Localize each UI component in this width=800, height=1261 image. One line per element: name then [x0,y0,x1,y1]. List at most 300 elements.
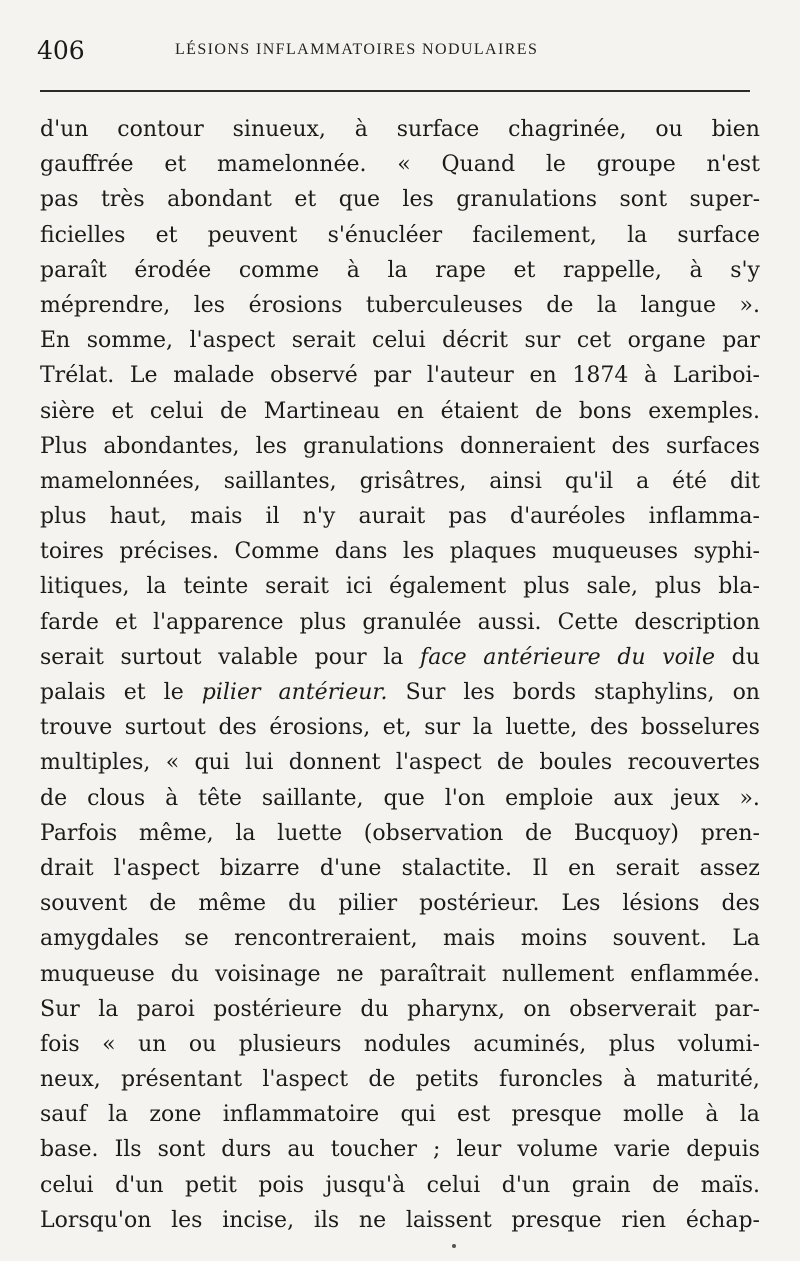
word: jusqu'à [325,1172,406,1198]
word: staphylins, [594,680,715,705]
word: muqueuse [40,961,155,987]
word: syphi- [693,539,760,565]
word: du [731,644,760,670]
word: luette, [505,715,578,741]
word: neux, [40,1067,101,1093]
word: se [184,926,209,952]
word: drait [40,855,94,881]
word: et [111,398,134,424]
word: de [368,1067,396,1093]
word: mamelonnée. [216,152,367,178]
word: des [589,715,629,741]
text-line [40,675,760,710]
word: plusieurs [238,1031,342,1057]
word: méprendre, [40,292,171,318]
text-line [40,147,760,182]
word: ou [188,1031,217,1057]
word: en [568,855,596,881]
word: plus [40,504,87,530]
word: enflammée. [630,961,760,987]
word: recouvertes [627,750,760,776]
word: rappelle, [563,257,662,283]
word: super- [689,187,760,213]
word: échap- [685,1207,760,1233]
word: teinte [183,574,249,600]
word: postérieure [213,996,342,1022]
word: la [146,574,167,600]
word: dans [334,539,388,565]
word: petit [185,1172,237,1198]
word: pren- [700,820,760,846]
word: érosions [248,292,343,318]
word: Lorsqu'on [40,1207,152,1233]
word: leur [456,1137,502,1163]
word: aurait [358,504,426,530]
word: assez [699,855,760,881]
word: sière [40,398,95,424]
word: Martineau [263,398,381,424]
word: qui [400,1102,436,1128]
word: de [535,398,563,424]
word: description [634,609,760,635]
word: pour [314,644,367,670]
word: ainsi [489,468,542,494]
word: du [170,961,200,987]
text-line [40,710,760,745]
word: muqueuses [552,539,679,565]
word: la [107,1102,129,1128]
word: mais [443,926,496,952]
body-text [40,112,760,1238]
word: varie [614,1137,671,1163]
word: à [354,117,368,142]
word: maturité, [656,1067,760,1093]
word: sinueux, [232,117,326,142]
word: à [165,785,179,811]
word: de [496,750,525,776]
word: toucher [330,1137,417,1163]
word: organe [627,328,706,354]
word: comme [238,257,320,283]
word: s'y [730,257,760,283]
word: les [402,187,434,213]
word: du [617,644,646,670]
word: pas [448,504,487,530]
word: incise, [222,1207,295,1233]
word: surtout [120,644,202,670]
word: sale, [586,574,638,600]
word: contour [117,117,204,142]
word: exemples. [648,398,760,424]
word: saillante, [261,785,364,811]
word: Cette [557,609,619,635]
word: pois [258,1172,304,1198]
word: bons [578,398,632,424]
word: boules [539,750,613,776]
word: durs [221,1137,272,1163]
word: la [235,820,256,846]
word: sont [619,187,668,213]
word: zone [149,1102,202,1128]
word: les [463,680,495,705]
word: étaient [440,398,519,424]
text-line [40,464,760,499]
word: voisinage [215,961,321,987]
word: les [171,1207,203,1233]
word: les [402,539,435,565]
word: d'auréoles [509,504,626,530]
word: somme, [86,328,173,354]
word: granulée [362,609,462,635]
word: plus [523,574,570,600]
word: des [218,715,257,741]
printer-mark [452,1244,456,1248]
word: et [294,187,317,213]
word: précises. [119,539,219,565]
word: la [739,1102,760,1128]
word: même [198,891,267,917]
word: les [193,292,226,318]
word: bizarre [219,855,300,881]
word: Quand [441,152,516,178]
word: il [265,504,280,530]
word: grisâtres, [359,468,467,494]
word: granulations [303,433,444,459]
word: Bucquoy) [573,820,680,846]
text-line [40,781,760,816]
word: plaques [449,539,537,565]
word: ficielles [40,222,126,248]
word: chagrinée, [508,117,627,142]
word: valable [218,644,298,670]
word: paraît [40,257,107,283]
text-line [40,182,760,217]
word: pilier [338,891,398,917]
word: celui [426,1172,481,1198]
word: ; [433,1137,441,1163]
word: et [155,222,178,248]
text-line [40,816,760,851]
word: plus [299,609,347,635]
word: Comme [234,539,320,565]
word: celui [40,1172,94,1198]
word: (observation [363,820,504,846]
word: ». [739,292,760,318]
word: aussi. [477,609,542,635]
word: La [732,926,760,952]
word: n'est [706,152,760,178]
text-line [40,253,760,288]
word: par- [714,996,760,1022]
word: à [689,257,703,283]
text-line [40,534,760,569]
word: présentant [121,1067,243,1093]
word: érodée [134,257,212,283]
word: 1874 [572,363,629,389]
word: sur [424,715,461,741]
text-line [40,1168,760,1203]
word: serait [291,328,356,354]
word: surtout [124,715,206,741]
word: à [623,1067,637,1093]
word: ne [358,1207,387,1233]
word: d'un [115,1172,164,1198]
word: acuminés, [473,1031,587,1057]
word: grain [571,1172,631,1198]
word: a [636,468,650,494]
word: n'y [302,504,336,530]
word: sont [157,1137,206,1163]
word: des [721,891,760,917]
word: les [255,433,288,459]
word: volume [517,1137,599,1163]
word: dit [729,468,760,494]
word: est [457,1102,491,1128]
word: l'on [444,785,486,811]
word: abondantes, [103,433,240,459]
word: lui [245,750,274,776]
word: plus [608,1031,656,1057]
word: de [546,292,574,318]
word: également [389,574,507,600]
text-line [40,323,760,358]
word: Lariboi- [672,363,760,389]
word: que [383,785,425,811]
word: nullement [501,961,615,987]
word: observerait [569,996,697,1022]
word: ou [655,117,683,142]
word: décrit [442,328,508,354]
word: fois [40,1031,80,1057]
word: de [149,891,177,917]
word: celui [372,328,426,354]
text-line [40,394,760,429]
word: érosions, [269,715,371,741]
word: par [373,363,412,389]
word: à [346,257,360,283]
word: pas [40,187,79,213]
word: amygdales [40,926,160,952]
text-line [40,218,760,253]
word: la [472,715,493,741]
word: haut, [109,504,167,530]
word: la [627,222,648,248]
text-line [40,605,760,640]
word: petits [415,1067,479,1093]
word: stalactite. [401,855,513,881]
running-head: LÉSIONS INFLAMMATOIRES NODULAIRES [175,41,539,58]
word: malade [173,363,255,389]
word: et [115,609,137,635]
word: paraîtrait [379,961,486,987]
word: très [100,187,145,213]
word: s'énucléer [327,222,443,248]
word: voile [662,644,715,670]
word: granulations [456,187,598,213]
word: lésions [622,891,700,917]
word: inflammatoire [222,1102,380,1128]
word: rencontreraient, [234,926,418,952]
word: Il [532,855,548,881]
word: presque [511,1207,602,1233]
word: de [40,785,68,811]
word: l'apparence [153,609,284,635]
word: Plus [40,433,88,459]
word: sauf [40,1102,87,1128]
word: gauffrée [40,152,134,178]
word: clous [87,785,146,811]
word: la [387,257,408,283]
text-line [40,1097,760,1132]
word: molle [622,1102,685,1128]
word: de [525,820,553,846]
word: observé [270,363,358,389]
word: l'aspect [189,328,276,354]
page-number: 406 [37,36,85,65]
word: paroi [136,996,195,1022]
word: donnent [288,750,381,776]
text-line [40,358,760,393]
word: qu'il [564,468,614,494]
word: ici [345,574,373,600]
word: saillantes, [223,468,337,494]
word: palais [40,680,106,705]
word: du [288,891,317,917]
word: le [163,680,184,705]
word: mais [190,504,243,530]
word: litiques, [40,574,130,600]
text-line [40,640,760,675]
text-line [40,1132,760,1167]
word: serait [40,644,104,670]
word: trouve [40,715,113,741]
word: d'un [40,117,89,142]
word: un [138,1031,167,1057]
word: furoncles [499,1067,603,1093]
text-line [40,499,760,534]
word: En [40,328,71,354]
word: le [545,152,566,178]
word: on [732,680,760,705]
text-line [40,957,760,992]
word: maïs. [700,1172,760,1198]
word: et, [382,715,412,741]
word: serait [265,574,329,600]
word: Parfois [40,820,118,846]
word: abondant [167,187,272,213]
word: postérieur. [419,891,540,917]
word: luette [277,820,343,846]
word: souvent. [612,926,707,952]
word: groupe [596,152,676,178]
word: face [420,644,467,670]
word: au [287,1137,315,1163]
word: antérieur. [278,680,388,705]
text-line [40,1027,760,1062]
word: aux [613,785,654,811]
word: qui [194,750,230,776]
word: de [652,1172,680,1198]
word: et [164,152,187,178]
word: la [383,644,404,670]
word: d'une [319,855,382,881]
word: emploie [505,785,594,811]
text-line [40,569,760,604]
word: toires [40,539,104,565]
word: Le [129,363,158,389]
word: à [644,363,658,389]
word: langue [640,292,717,318]
text-line [40,1062,760,1097]
header-rule [40,90,750,92]
word: du [360,996,389,1022]
word: inflamma- [648,504,760,530]
word: pharynx, [407,996,505,1022]
word: l'aspect [113,855,200,881]
word: plus [654,574,702,600]
word: en [529,363,557,389]
text-line [40,921,760,956]
word: en [396,398,424,424]
word: antérieure [483,644,601,670]
text-line [40,1203,760,1238]
word: la [98,996,119,1022]
word: facilement, [472,222,597,248]
word: nodules [363,1031,451,1057]
word: bords [512,680,577,705]
word: tête [198,785,242,811]
text-line [40,992,760,1027]
word: d'un [501,1172,551,1198]
word: été [672,468,708,494]
word: ils [313,1207,340,1233]
word: souvent [40,891,128,917]
word: jeux [673,785,720,811]
word: l'aspect [395,750,482,776]
word: mamelonnées, [40,468,201,494]
word: moins [520,926,588,952]
word: Ils [114,1137,142,1163]
word: « [397,152,411,178]
word: celui [149,398,204,424]
word: la [596,292,618,318]
word: base. [40,1137,99,1163]
word: multiples, [40,750,151,776]
word: cet [576,328,612,354]
word: Trélat. [40,363,115,389]
word: et [513,257,536,283]
word: tuberculeuses [365,292,523,318]
word: l'aspect [262,1067,349,1093]
word: ne [336,961,364,987]
text-line [40,288,760,323]
word: à [705,1102,719,1128]
word: donneraient [460,433,596,459]
word: Sur [40,996,80,1022]
word: rien [621,1207,667,1233]
word: bla- [718,574,760,600]
word: volumi- [677,1031,760,1057]
word: bosselures [640,715,760,741]
word: Sur [405,680,446,705]
page-header [37,36,752,72]
word: on [523,996,551,1022]
text-line [40,112,760,147]
text-line [40,745,760,780]
word: peuvent [207,222,298,248]
word: depuis [686,1137,760,1163]
word: rape [435,257,486,283]
